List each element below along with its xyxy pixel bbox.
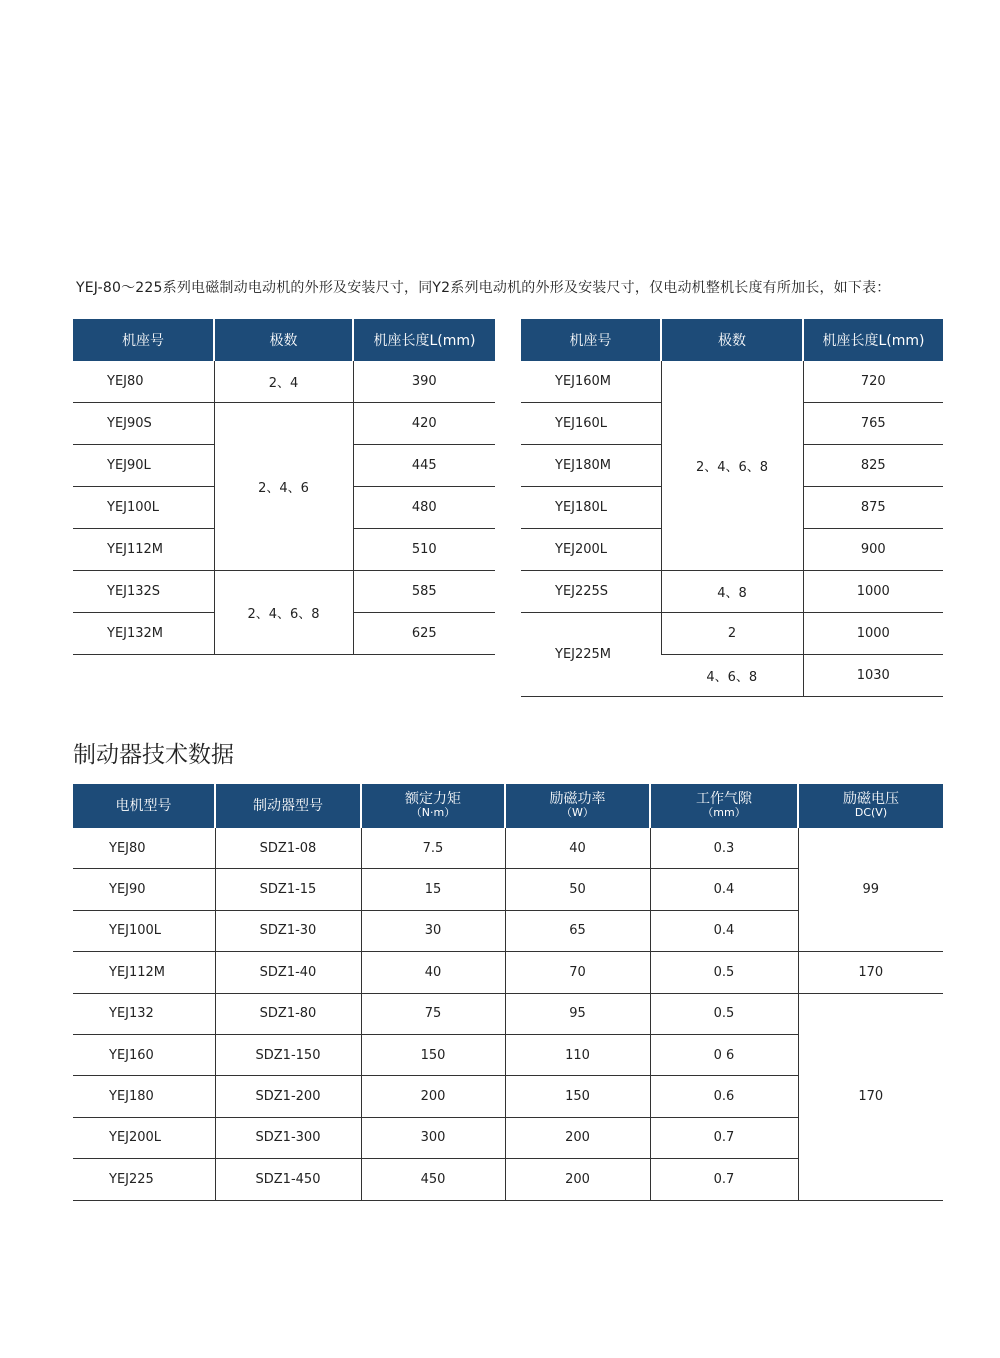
torque-cell: 30: [361, 910, 505, 951]
motor-cell: YEJ225: [73, 1159, 215, 1200]
voltage-cell: 170: [798, 993, 943, 1200]
torque-cell: 150: [361, 1034, 505, 1075]
table-row: [73, 952, 943, 993]
model-cell: YEJ112M: [73, 529, 214, 571]
length-cell: 1000: [803, 613, 943, 655]
voltage-cell: 170: [798, 952, 943, 993]
model-cell: YEJ225S: [521, 571, 661, 613]
table-header-row: [521, 319, 943, 361]
model-cell: YEJ100L: [73, 487, 214, 529]
gap-cell: 0.5: [650, 993, 798, 1034]
power-cell: 150: [505, 1076, 650, 1117]
table-row: [73, 361, 495, 403]
length-cell: 390: [353, 361, 495, 403]
power-cell: 50: [505, 869, 650, 910]
header-frame-no: 机座号: [521, 319, 661, 361]
voltage-cell: 99: [798, 828, 943, 952]
length-cell: 510: [353, 529, 495, 571]
brake-data-table: [73, 784, 943, 1201]
table-row: [73, 403, 495, 445]
model-cell: YEJ180L: [521, 487, 661, 529]
brake-cell: SDZ1-08: [215, 828, 361, 869]
header-excitation-voltage: 励磁电压 DC(V): [798, 784, 943, 828]
brake-cell: SDZ1-200: [215, 1076, 361, 1117]
gap-cell: 0.4: [650, 869, 798, 910]
torque-cell: 200: [361, 1076, 505, 1117]
motor-cell: YEJ112M: [73, 952, 215, 993]
length-cell: 585: [353, 571, 495, 613]
header-frame-length: 机座长度L(mm): [803, 319, 943, 361]
power-cell: 65: [505, 910, 650, 951]
table-row: [73, 571, 495, 613]
unit-label: （N·m）: [410, 806, 456, 819]
table-row: [521, 613, 943, 655]
gap-cell: 0.4: [650, 910, 798, 951]
poles-cell: 4、6、8: [661, 655, 803, 697]
gap-cell: 0.7: [650, 1117, 798, 1158]
torque-cell: 300: [361, 1117, 505, 1158]
table-row: [73, 993, 943, 1034]
motor-cell: YEJ90: [73, 869, 215, 910]
poles-cell: 2、4、6、8: [661, 361, 803, 571]
model-cell: YEJ132M: [73, 613, 214, 655]
length-cell: 420: [353, 403, 495, 445]
motor-cell: YEJ100L: [73, 910, 215, 951]
unit-label: （W）: [561, 806, 594, 819]
model-cell: YEJ180M: [521, 445, 661, 487]
intro-text: YEJ-80～225系列电磁制动电动机的外形及安装尺寸，同Y2系列电动机的外形及安装尺寸，仅电动机整机长度有所加长，如下表：: [76, 280, 891, 296]
torque-cell: 450: [361, 1159, 505, 1200]
poles-cell: 2: [661, 613, 803, 655]
torque-cell: 7.5: [361, 828, 505, 869]
motor-cell: YEJ200L: [73, 1117, 215, 1158]
table-row: [521, 571, 943, 613]
length-cell: 445: [353, 445, 495, 487]
unit-label: （mm）: [702, 806, 746, 819]
brake-cell: SDZ1-300: [215, 1117, 361, 1158]
motor-cell: YEJ160: [73, 1034, 215, 1075]
header-frame-no: 机座号: [73, 319, 214, 361]
length-cell: 1000: [803, 571, 943, 613]
power-cell: 110: [505, 1034, 650, 1075]
model-cell: YEJ200L: [521, 529, 661, 571]
header-motor-model: 电机型号: [73, 784, 215, 828]
header-frame-length: 机座长度L(mm): [353, 319, 495, 361]
model-cell: YEJ160L: [521, 403, 661, 445]
gap-cell: 0 6: [650, 1034, 798, 1075]
torque-cell: 40: [361, 952, 505, 993]
header-brake-model: 制动器型号: [215, 784, 361, 828]
power-cell: 200: [505, 1159, 650, 1200]
power-cell: 200: [505, 1117, 650, 1158]
poles-cell: 2、4: [214, 361, 353, 403]
model-cell: YEJ132S: [73, 571, 214, 613]
table-header-row: [73, 319, 495, 361]
header-excitation-power: 励磁功率 （W）: [505, 784, 650, 828]
brake-cell: SDZ1-80: [215, 993, 361, 1034]
length-cell: 900: [803, 529, 943, 571]
table-row: [521, 361, 943, 403]
length-cell: 1030: [803, 655, 943, 697]
torque-cell: 15: [361, 869, 505, 910]
length-cell: 875: [803, 487, 943, 529]
model-cell: YEJ90L: [73, 445, 214, 487]
length-cell: 825: [803, 445, 943, 487]
header-poles: 极数: [214, 319, 353, 361]
poles-cell: 4、8: [661, 571, 803, 613]
brake-cell: SDZ1-30: [215, 910, 361, 951]
motor-cell: YEJ180: [73, 1076, 215, 1117]
model-cell: YEJ90S: [73, 403, 214, 445]
section-title: 制动器技术数据: [73, 742, 234, 768]
length-cell: 480: [353, 487, 495, 529]
poles-cell: 2、4、6、8: [214, 571, 353, 655]
gap-cell: 0.7: [650, 1159, 798, 1200]
length-cell: 625: [353, 613, 495, 655]
power-cell: 70: [505, 952, 650, 993]
brake-cell: SDZ1-150: [215, 1034, 361, 1075]
unit-label: DC(V): [854, 806, 888, 819]
header-rated-torque: 额定力矩 （N·m）: [361, 784, 505, 828]
brake-cell: SDZ1-450: [215, 1159, 361, 1200]
gap-cell: 0.3: [650, 828, 798, 869]
gap-cell: 0.6: [650, 1076, 798, 1117]
length-cell: 720: [803, 361, 943, 403]
poles-cell: 2、4、6: [214, 403, 353, 571]
power-cell: 95: [505, 993, 650, 1034]
model-cell: YEJ160M: [521, 361, 661, 403]
header-poles: 极数: [661, 319, 803, 361]
header-air-gap: 工作气隙 （mm）: [650, 784, 798, 828]
dimension-table-left: [73, 319, 495, 655]
table-row: [73, 828, 943, 869]
brake-cell: SDZ1-40: [215, 952, 361, 993]
length-cell: 765: [803, 403, 943, 445]
table-header-row: [73, 784, 943, 828]
dimension-table-right: [521, 319, 943, 697]
power-cell: 40: [505, 828, 650, 869]
model-cell: YEJ225M: [521, 613, 661, 697]
motor-cell: YEJ132: [73, 993, 215, 1034]
torque-cell: 75: [361, 993, 505, 1034]
motor-cell: YEJ80: [73, 828, 215, 869]
model-cell: YEJ80: [73, 361, 214, 403]
brake-cell: SDZ1-15: [215, 869, 361, 910]
gap-cell: 0.5: [650, 952, 798, 993]
